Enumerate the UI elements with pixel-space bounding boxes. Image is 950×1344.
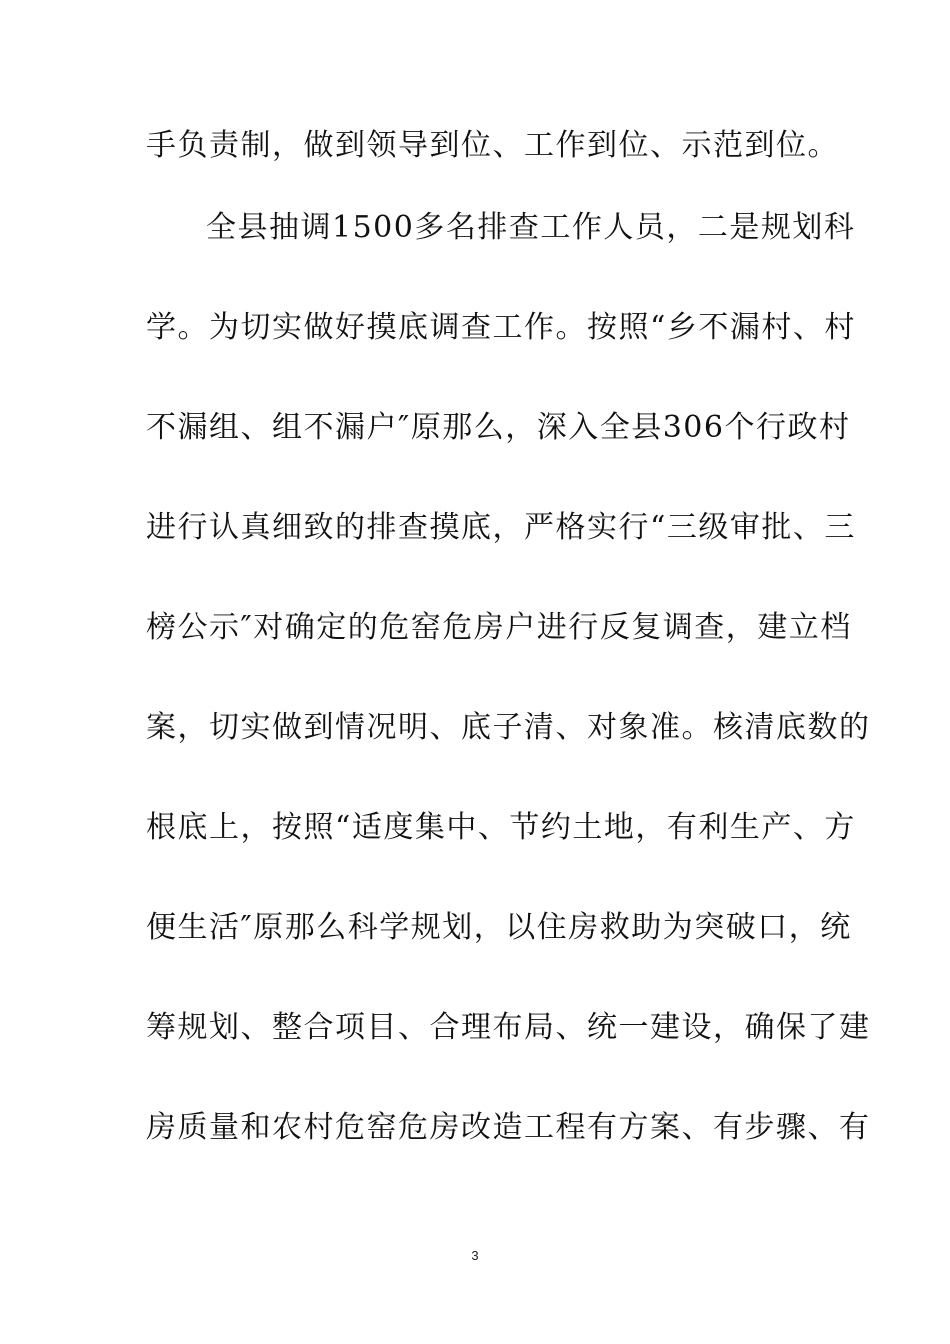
text-line-2: 全县抽调1500多名排查工作人员，二是规划科 — [206, 210, 856, 245]
text-line-11: 房质量和农村危窑危房改造工程有方案、有步骤、有 — [146, 1110, 871, 1145]
text-line-10: 筹规划、整合项目、合理布局、统一建设，确保了建 — [146, 1010, 871, 1045]
text-line-1: 手负责制，做到领导到位、工作到位、示范到位。 — [146, 128, 839, 163]
text-line-8: 根底上，按照“适度集中、节约土地，有利生产、方 — [146, 810, 856, 845]
text-line-4: 不漏组、组不漏户″原那么，深入全县306个行政村 — [146, 410, 851, 445]
text-line-7: 案，切实做到情况明、底子清、对象准。核清底数的 — [146, 710, 871, 745]
text-line-9: 便生活″原那么科学规划，以住房救助为突破口，统 — [146, 910, 852, 945]
text-line-3: 学。为切实做好摸底调查工作。按照“乡不漏村、村 — [146, 310, 856, 345]
text-line-5: 进行认真细致的排查摸底，严格实行“三级审批、三 — [146, 510, 856, 545]
text-line-6: 榜公示″对确定的危窑危房户进行反复调查，建立档 — [146, 610, 852, 645]
page-number: 3 — [471, 1248, 479, 1263]
